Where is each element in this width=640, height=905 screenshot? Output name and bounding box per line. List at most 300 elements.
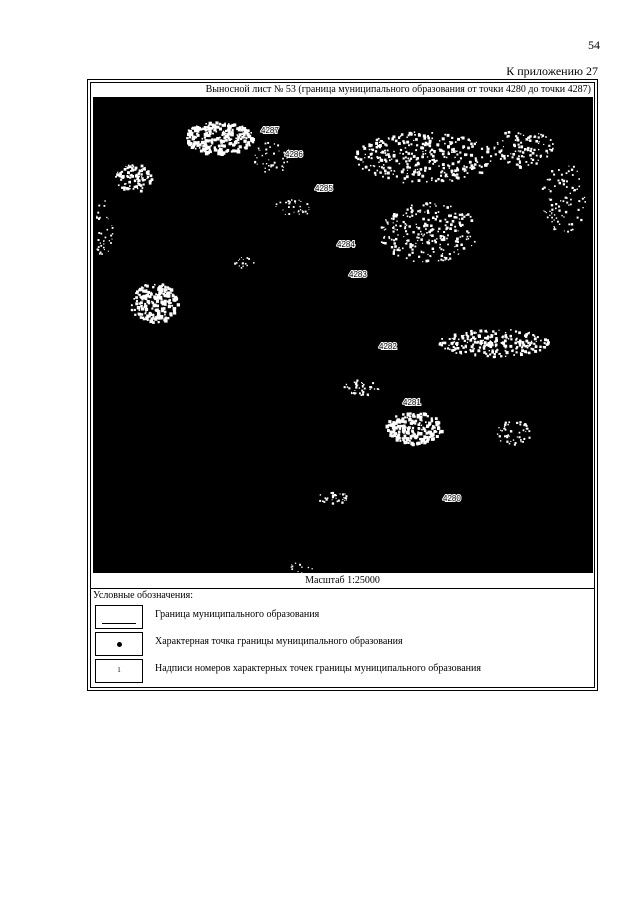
terrain-speck — [519, 166, 522, 169]
terrain-speck — [558, 210, 560, 212]
terrain-speck — [138, 172, 141, 175]
terrain-speck — [305, 211, 307, 213]
terrain-speck — [544, 187, 546, 189]
terrain-speck — [454, 341, 455, 342]
terrain-speck — [411, 180, 413, 182]
terrain-speck — [406, 240, 407, 241]
terrain-speck — [387, 150, 389, 152]
terrain-speck — [219, 137, 221, 139]
terrain-speck — [407, 417, 409, 419]
terrain-speck — [505, 429, 507, 431]
terrain-speck — [346, 384, 347, 385]
terrain-speck — [436, 216, 438, 218]
terrain-speck — [527, 150, 529, 152]
terrain-speck — [137, 188, 138, 189]
terrain-speck — [405, 223, 407, 225]
terrain-speck — [556, 217, 558, 219]
terrain-speck — [469, 140, 471, 142]
terrain-speck — [387, 222, 389, 224]
terrain-speck — [209, 150, 212, 153]
terrain-speck — [248, 258, 250, 260]
terrain-speck — [387, 223, 388, 224]
terrain-speck — [408, 254, 411, 257]
terrain-speck — [400, 226, 401, 227]
terrain-speck — [443, 249, 445, 251]
terrain-speck — [380, 152, 381, 153]
terrain-speck — [459, 214, 461, 216]
terrain-speck — [553, 174, 555, 176]
terrain-speck — [423, 204, 425, 206]
terrain-speck — [446, 222, 447, 223]
terrain-speck — [406, 141, 409, 144]
terrain-speck — [411, 249, 413, 251]
terrain-speck — [566, 172, 568, 174]
terrain-speck — [151, 301, 153, 303]
terrain-speck — [138, 313, 141, 316]
terrain-speck — [513, 439, 514, 440]
terrain-speck — [141, 176, 142, 177]
terrain-speck — [508, 421, 510, 423]
terrain-speck — [276, 167, 278, 169]
terrain-speck — [240, 129, 243, 132]
terrain-speck — [243, 132, 246, 135]
terrain-speck — [564, 230, 565, 231]
terrain-speck — [356, 382, 358, 384]
terrain-speck — [247, 265, 248, 266]
terrain-speck — [425, 142, 428, 145]
terrain-speck — [389, 238, 391, 240]
terrain-speck — [457, 347, 460, 350]
terrain-speck — [501, 154, 503, 156]
terrain-speck — [554, 227, 555, 228]
terrain-speck — [506, 351, 509, 354]
terrain-speck — [405, 156, 407, 158]
terrain-speck — [422, 143, 424, 145]
terrain-speck — [269, 146, 271, 148]
terrain-speck — [446, 157, 448, 159]
terrain-speck — [546, 343, 549, 346]
terrain-speck — [418, 134, 421, 137]
terrain-speck — [361, 382, 362, 383]
terrain-speck — [242, 262, 244, 264]
terrain-speck — [141, 287, 143, 289]
point-number-sample: 1 — [117, 666, 121, 674]
terrain-speck — [527, 345, 529, 347]
terrain-speck — [418, 432, 422, 436]
terrain-speck — [497, 142, 499, 144]
terrain-speck — [429, 255, 431, 257]
terrain-speck — [463, 247, 466, 250]
terrain-speck — [393, 174, 394, 175]
terrain-speck — [462, 137, 465, 140]
sheet-frame — [87, 79, 598, 691]
terrain-speck — [560, 200, 561, 201]
terrain-speck — [418, 227, 421, 230]
terrain-speck — [545, 136, 547, 138]
terrain-speck — [404, 177, 407, 180]
terrain-speck — [421, 419, 423, 421]
sheet-inner-frame — [90, 82, 595, 688]
terrain-speck — [441, 238, 444, 241]
terrain-speck — [205, 134, 207, 136]
legend-label: Характерная точка границы муниципального образования — [155, 636, 403, 647]
terrain-speck — [145, 284, 147, 286]
terrain-speck — [294, 212, 295, 213]
terrain-speck — [409, 412, 411, 414]
terrain-speck — [505, 422, 507, 424]
terrain-speck — [409, 243, 412, 246]
terrain-speck — [512, 156, 514, 158]
terrain-speck — [420, 212, 421, 213]
terrain-speck — [258, 148, 260, 150]
terrain-speck — [432, 150, 433, 151]
terrain-speck — [356, 380, 358, 382]
terrain-speck — [446, 238, 448, 240]
terrain-speck — [127, 187, 130, 190]
terrain-speck — [465, 154, 466, 155]
terrain-speck — [492, 330, 494, 332]
terrain-speck — [210, 123, 212, 125]
terrain-speck — [417, 233, 419, 235]
terrain-speck — [406, 175, 409, 178]
terrain-speck — [104, 205, 106, 207]
terrain-speck — [129, 185, 131, 187]
terrain-speck — [140, 296, 142, 298]
terrain-speck — [189, 142, 192, 145]
terrain-speck — [520, 441, 521, 442]
terrain-speck — [173, 300, 175, 302]
terrain-speck — [524, 350, 527, 353]
terrain-speck — [530, 148, 532, 150]
terrain-speck — [155, 293, 157, 295]
terrain-speck — [369, 149, 371, 151]
terrain-speck — [466, 332, 468, 334]
terrain-speck — [494, 356, 496, 358]
terrain-speck — [231, 150, 233, 152]
terrain-speck — [134, 180, 136, 182]
terrain-speck — [458, 339, 460, 341]
terrain-speck — [240, 138, 242, 140]
terrain-speck — [139, 309, 141, 311]
terrain-speck — [124, 168, 127, 171]
terrain-speck — [448, 215, 450, 217]
terrain-speck — [393, 423, 396, 426]
map-scale: Масштаб 1:25000 — [91, 574, 594, 589]
terrain-speck — [445, 219, 447, 221]
terrain-speck — [144, 179, 146, 181]
terrain-speck — [469, 349, 471, 351]
terrain-speck — [412, 252, 414, 254]
terrain-speck — [210, 139, 212, 141]
terrain-speck — [129, 165, 132, 168]
terrain-speck — [520, 133, 521, 134]
terrain-speck — [431, 419, 433, 421]
terrain-speck — [494, 353, 496, 355]
terrain-speck — [403, 182, 405, 184]
terrain-speck — [266, 163, 267, 164]
terrain-speck — [301, 572, 302, 573]
terrain-speck — [544, 342, 546, 344]
terrain-speck — [463, 165, 465, 167]
terrain-speck — [474, 338, 476, 340]
terrain-speck — [432, 437, 435, 440]
terrain-speck — [402, 248, 404, 250]
terrain-speck — [487, 148, 490, 151]
terrain-speck — [260, 150, 261, 151]
terrain-speck — [514, 444, 516, 446]
terrain-speck — [243, 266, 244, 267]
terrain-speck — [241, 257, 242, 258]
terrain-speck — [464, 340, 466, 342]
terrain-speck — [119, 172, 122, 175]
terrain-speck — [418, 256, 420, 258]
terrain-speck — [331, 492, 333, 494]
terrain-speck — [403, 236, 404, 237]
terrain-speck — [312, 568, 313, 569]
terrain-speck — [298, 571, 299, 572]
terrain-speck — [426, 241, 429, 244]
terrain-speck — [517, 139, 520, 142]
terrain-speck — [300, 209, 301, 210]
terrain-speck — [527, 147, 529, 149]
terrain-speck — [409, 216, 411, 218]
terrain-speck — [533, 149, 535, 151]
terrain-speck — [393, 215, 396, 218]
terrain-speck — [495, 153, 497, 155]
terrain-speck — [580, 219, 582, 221]
terrain-speck — [436, 435, 439, 438]
terrain-speck — [538, 149, 539, 150]
terrain-speck — [274, 143, 275, 144]
terrain-speck — [449, 338, 451, 340]
terrain-speck — [239, 145, 242, 148]
terrain-speck — [281, 165, 283, 167]
terrain-speck — [440, 244, 441, 245]
terrain-speck — [441, 338, 443, 340]
terrain-speck — [471, 168, 473, 170]
terrain-speck — [394, 249, 396, 251]
terrain-speck — [457, 138, 460, 141]
terrain-speck — [538, 143, 539, 144]
terrain-speck — [502, 342, 505, 345]
terrain-speck — [447, 234, 449, 236]
terrain-speck — [216, 126, 219, 129]
terrain-speck — [214, 138, 217, 141]
boundary-line-icon — [102, 623, 136, 624]
terrain-speck — [405, 147, 407, 149]
terrain-speck — [205, 123, 207, 125]
terrain-speck — [288, 201, 289, 202]
terrain-speck — [486, 146, 488, 148]
terrain-speck — [563, 200, 565, 202]
terrain-speck — [479, 171, 481, 173]
terrain-speck — [438, 165, 440, 167]
terrain-speck — [509, 345, 512, 348]
terrain-speck — [514, 342, 517, 345]
terrain-speck — [523, 429, 525, 431]
terrain-speck — [164, 304, 166, 306]
boundary-point-label: 4283 — [349, 270, 367, 279]
terrain-speck — [144, 295, 146, 297]
terrain-speck — [111, 225, 112, 226]
terrain-speck — [453, 251, 454, 252]
terrain-speck — [497, 144, 498, 145]
terrain-speck — [332, 499, 333, 500]
terrain-speck — [538, 160, 539, 161]
terrain-speck — [453, 150, 456, 153]
terrain-speck — [508, 338, 509, 339]
terrain-speck — [298, 210, 300, 212]
terrain-speck — [507, 424, 509, 426]
terrain-speck — [219, 123, 222, 126]
terrain-speck — [549, 149, 551, 151]
terrain-speck — [435, 212, 437, 214]
terrain-speck — [450, 206, 452, 208]
terrain-speck — [517, 158, 519, 160]
boundary-point-label: 4281 — [403, 398, 421, 407]
terrain-speck — [418, 237, 420, 239]
terrain-speck — [299, 214, 300, 215]
terrain-speck — [424, 430, 427, 433]
terrain-speck — [519, 436, 521, 438]
terrain-speck — [434, 240, 436, 242]
terrain-speck — [354, 390, 355, 391]
terrain-speck — [356, 385, 358, 387]
terrain-speck — [444, 172, 446, 174]
terrain-speck — [385, 173, 387, 175]
terrain-speck — [445, 224, 447, 226]
terrain-speck — [299, 200, 300, 201]
terrain-speck — [545, 150, 548, 153]
terrain-speck — [441, 344, 443, 346]
terrain-speck — [300, 206, 301, 207]
terrain-speck — [492, 349, 494, 351]
terrain-speck — [137, 293, 139, 295]
terrain-speck — [429, 202, 431, 204]
terrain-speck — [555, 229, 556, 230]
terrain-speck — [393, 135, 396, 138]
terrain-speck — [417, 210, 419, 212]
terrain-speck — [141, 170, 143, 172]
terrain-speck — [454, 157, 455, 158]
terrain-speck — [127, 167, 129, 169]
terrain-speck — [125, 166, 126, 167]
terrain-speck — [449, 349, 451, 351]
terrain-speck — [225, 135, 228, 138]
terrain-speck — [471, 219, 474, 222]
terrain-speck — [507, 135, 509, 137]
terrain-speck — [369, 386, 371, 388]
terrain-speck — [572, 187, 574, 189]
terrain-speck — [505, 332, 506, 333]
terrain-speck — [175, 297, 178, 300]
terrain-speck — [282, 158, 284, 160]
terrain-speck — [549, 189, 550, 190]
terrain-speck — [519, 421, 521, 423]
terrain-speck — [306, 203, 308, 205]
terrain-speck — [142, 178, 144, 180]
terrain-speck — [421, 156, 424, 159]
terrain-speck — [237, 127, 239, 129]
terrain-speck — [200, 150, 203, 153]
terrain-speck — [388, 137, 390, 139]
terrain-speck — [147, 170, 150, 173]
terrain-speck — [295, 563, 296, 564]
terrain-speck — [462, 145, 465, 148]
terrain-speck — [479, 165, 481, 167]
terrain-speck — [171, 305, 173, 307]
terrain-speck — [399, 440, 401, 442]
terrain-speck — [391, 218, 393, 220]
terrain-speck — [423, 137, 426, 140]
boundary-point-label: 4280 — [443, 494, 461, 503]
terrain-speck — [382, 242, 384, 244]
terrain-speck — [410, 207, 412, 209]
terrain-speck — [532, 152, 535, 155]
terrain-speck — [444, 156, 446, 158]
terrain-speck — [170, 302, 172, 304]
terrain-speck — [196, 144, 199, 147]
terrain-speck — [421, 425, 422, 426]
terrain-speck — [124, 187, 126, 189]
terrain-speck — [520, 142, 522, 144]
terrain-speck — [245, 129, 247, 131]
terrain-speck — [320, 494, 321, 495]
terrain-speck — [521, 349, 524, 352]
terrain-speck — [384, 242, 387, 245]
terrain-speck — [454, 226, 456, 228]
terrain-speck — [510, 329, 512, 331]
terrain-speck — [479, 330, 482, 333]
terrain-speck — [205, 144, 207, 146]
terrain-speck — [406, 212, 408, 214]
terrain-speck — [417, 442, 420, 445]
terrain-speck — [383, 168, 385, 170]
boundary-point-label: 4285 — [315, 184, 333, 193]
terrain-speck — [536, 341, 537, 342]
terrain-speck — [156, 300, 159, 303]
terrain-speck — [342, 493, 344, 495]
terrain-speck — [415, 243, 416, 244]
terrain-speck — [170, 314, 173, 317]
terrain-speck — [456, 151, 457, 152]
terrain-speck — [131, 304, 133, 306]
terrain-speck — [532, 159, 534, 161]
terrain-speck — [532, 334, 534, 336]
terrain-speck — [363, 161, 364, 162]
terrain-speck — [325, 497, 327, 499]
terrain-speck — [501, 342, 503, 344]
terrain-speck — [405, 226, 407, 228]
terrain-speck — [518, 144, 520, 146]
terrain-speck — [426, 260, 429, 263]
terrain-speck — [405, 243, 407, 245]
terrain-speck — [505, 356, 506, 357]
terrain-speck — [526, 138, 529, 141]
terrain-speck — [265, 143, 267, 145]
terrain-speck — [422, 153, 424, 155]
terrain-speck — [340, 493, 341, 494]
terrain-speck — [237, 134, 239, 136]
terrain-speck — [412, 173, 414, 175]
terrain-speck — [431, 138, 433, 140]
terrain-speck — [403, 157, 405, 159]
terrain-speck — [402, 140, 404, 142]
terrain-speck — [579, 186, 581, 188]
terrain-speck — [531, 341, 532, 342]
terrain-speck — [138, 183, 141, 186]
terrain-speck — [454, 246, 455, 247]
